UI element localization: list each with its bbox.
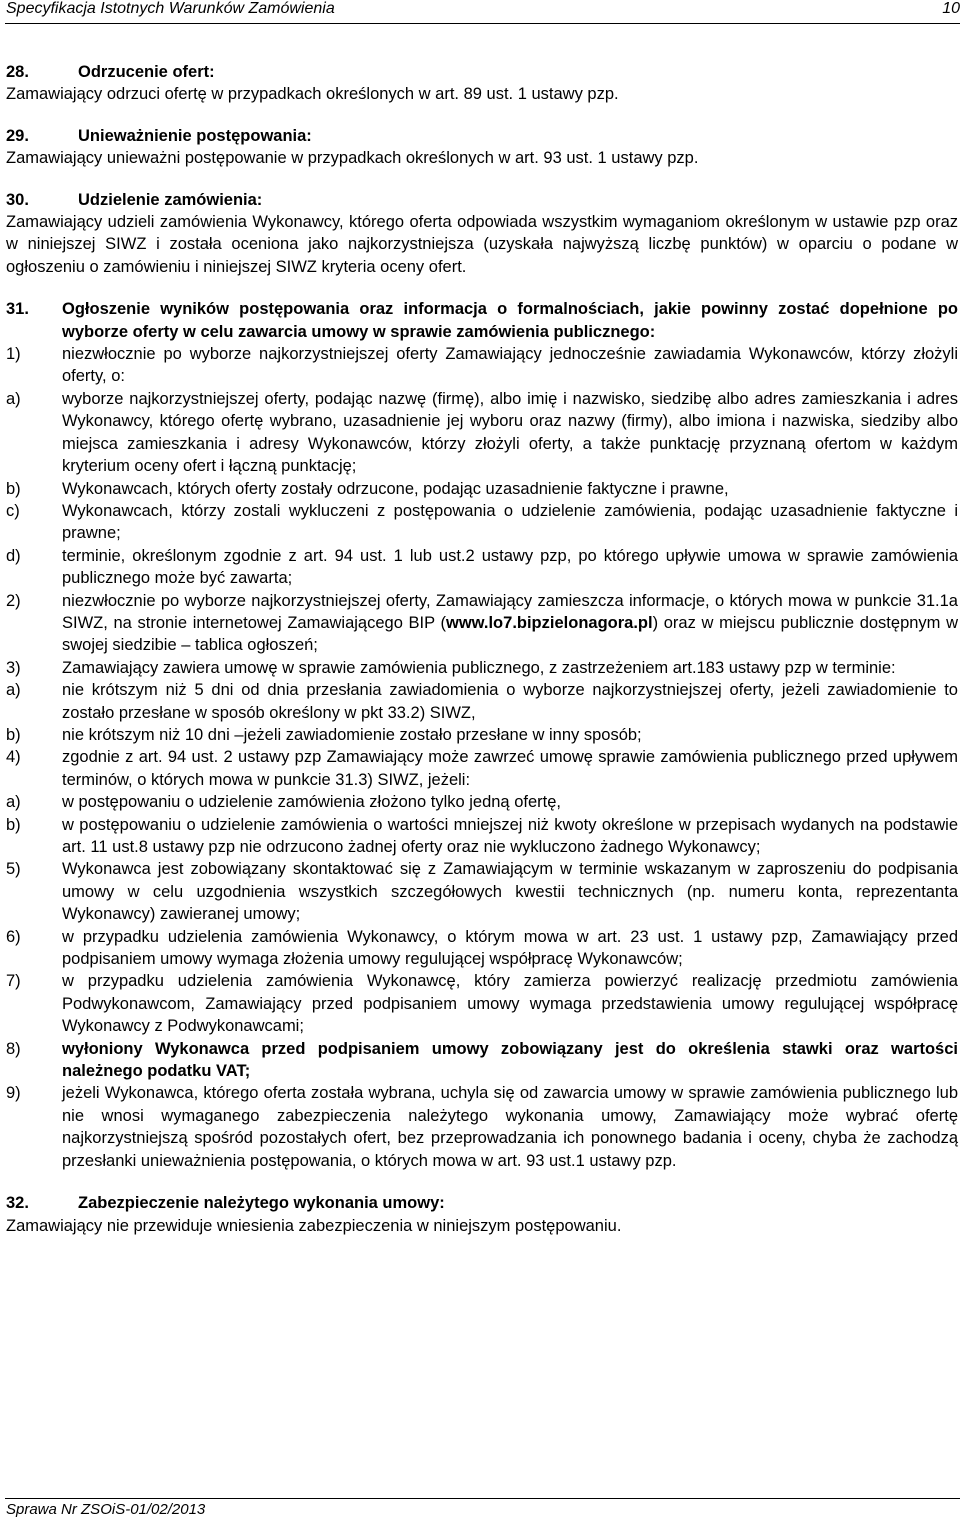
document-body (6, 61, 958, 1237)
list-item: b) nie krótszym niż 10 dni –jeżeli zawiadomienie zostało przesłane w inny sposób; (6, 725, 642, 744)
section-heading (6, 1192, 958, 1214)
footer-divider (5, 1498, 960, 1499)
list-item: c) Wykonawcach, którzy zostali wykluczeni z postępowania o udzielenie zamówienia, podając uzasadnienie faktyczne i prawne; (6, 501, 958, 543)
section-number: 32. (6, 1194, 29, 1213)
section-heading (6, 125, 958, 147)
bip-link[interactable]: www.lo7.bipzielonagora.pl (446, 613, 653, 632)
section-31 (6, 298, 958, 1172)
header-divider (5, 23, 960, 24)
list-item: a) wyborze najkorzystniejszej oferty, podając nazwę (firmę), albo imię i nazwisko, siedzibę albo adres zamieszkania i adres Wykonawcy, którego ofertę wybrano, uzasadnienie jej wyboru oraz nazwy (firmy), albo imiona i nazwiska, siedziby albo miejsca zamieszkania i adresy Wykonawców, którzy złożyli oferty, a także punktację przyznaną ofertom w każdym kryterium oceny ofert i łączną punktację; (6, 389, 958, 476)
section-title: Udzielenie zamówienia: (78, 190, 263, 209)
list-item: 1) niezwłocznie po wyborze najkorzystniejszej oferty Zamawiający jednocześnie zawiadamia Wykonawców, którzy złożyli oferty, o: (6, 345, 958, 386)
list-item: 3) Zamawiający zawiera umowę w sprawie zamówienia publicznego, z zastrzeżeniem art.183 ustawy pzp w terminie: (6, 658, 896, 677)
section-number: 31. (6, 300, 29, 319)
section-title: Ogłoszenie wyników postępowania oraz informacja o formalnościach, jakie powinny zostać dopełnione po wyborze oferty w celu zawarcia umowy w sprawie zamówienia publicznego: (62, 300, 958, 341)
list-item: b) Wykonawcach, których oferty zostały odrzucone, podając uzasadnienie faktyczne i prawne, (6, 479, 729, 498)
list-item: 4) zgodnie z art. 94 ust. 2 ustawy pzp Zamawiający może zawrzeć umowę sprawie zamówienia publicznego przed upływem terminów, o których mowa w punkcie 31.3) SIWZ, jeżeli: (6, 748, 958, 789)
section-28 (6, 61, 958, 106)
section-body: Zamawiający unieważni postępowanie w przypadkach określonych w art. 93 ust. 1 ustawy pzp. (6, 149, 699, 168)
list-item: 5) Wykonawca jest zobowiązany skontaktować się z Zamawiającym w terminie wskazanym w zaproszeniu do podpisania umowy w celu uzgodnienia wszystkich szczegółowych kwestii technicznych (np. numeru konta, reprezentanta Wykonawcy) zawieranej umowy; (6, 860, 958, 924)
section-number: 29. (6, 126, 29, 145)
section-body: Zamawiający odrzuci ofertę w przypadkach określonych w art. 89 ust. 1 ustawy pzp. (6, 85, 619, 104)
section-title: Odrzucenie ofert: (78, 63, 215, 81)
section-29 (6, 125, 958, 170)
section-30 (6, 189, 958, 279)
section-heading (6, 189, 958, 211)
page-header (0, 0, 960, 22)
section-number: 30. (6, 190, 29, 209)
case-number: Sprawa Nr ZSOiS-01/02/2013 (6, 1501, 206, 1518)
section-body: Zamawiający nie przewiduje wniesienia zabezpieczenia w niniejszym postępowaniu. (6, 1216, 622, 1235)
list-item: 7) w przypadku udzielenia zamówienia Wykonawcę, który zamierza powierzyć realizację przedmiotu zamówienia Podwykonawcom, Zamawiający przed podpisaniem umowy wymaga przedstawienia umowy regulującej współpracę Wykonawcy z Podwykonawcami; (6, 972, 958, 1036)
section-heading (6, 61, 958, 83)
list-item: 9) jeżeli Wykonawca, którego oferta została wybrana, uchyla się od zawarcia umowy w sprawie zamówienia publicznego lub nie wnosi wymaganego zabezpieczenia należytego wykonania umowy, Zamawiający może wybrać ofertę najkorzystniejszą spośród pozostałych ofert, bez przeprowadzania ich ponownego badania i oceny, chyba że zachodzą przesłanki unieważnienia postępowania, o których mowa w art. 93 ust.1 ustawy pzp. (6, 1084, 958, 1170)
document-title: Specyfikacja Istotnych Warunków Zamówienia (6, 0, 335, 17)
list-item: 2) niezwłocznie po wyborze najkorzystniejszej oferty, Zamawiający zamieszcza informacje, o których mowa w punkcie 31.1a SIWZ, na stronie internetowej Zamawiającego BIP (www.lo7.bipzielonagora.pl) oraz w miejscu publicznie dostępnym w swojej siedzibie – tablica ogłoszeń; (6, 591, 958, 655)
page-footer (0, 1498, 960, 1523)
list-item: a) w postępowaniu o udzielenie zamówienia złożono tylko jedną ofertę, (6, 793, 561, 812)
page-number: 10 (942, 0, 960, 17)
section-number: 28. (6, 63, 29, 81)
list-item: a) nie krótszym niż 5 dni od dnia przesłania zawiadomienia o wyborze najkorzystniejszej oferty, jeżeli zawiadomienie to zostało przesłane w sposób określony w pkt 33.2) SIWZ, (6, 681, 958, 722)
list-item: d) terminie, określonym zgodnie z art. 94 ust. 1 lub ust.2 ustawy pzp, po którego upływie umowa w sprawie zamówienia publicznego może być zawarta; (6, 546, 958, 588)
section-title: Zabezpieczenie należytego wykonania umowy: (78, 1194, 445, 1213)
section-body: Zamawiający udzieli zamówienia Wykonawcy, którego oferta odpowiada wszystkim wymaganiom określonym w ustawie pzp oraz w niniejszej SIWZ i została oceniona jako najkorzystniejsza (uzyskała najwyższą liczbę punktów) w oparciu o podane w ogłoszeniu o zamówieniu i niniejszej SIWZ kryteria oceny ofert. (6, 213, 958, 276)
list-item: 6) w przypadku udzielenia zamówienia Wykonawcy, o którym mowa w art. 23 ust. 1 ustawy pzp, Zamawiający przed podpisaniem umowy wymaga złożenia umowy regulującej współpracę Wykonawców; (6, 927, 958, 969)
list-item: b) w postępowaniu o udzielenie zamówienia o wartości mniejszej niż kwoty określone w przepisach wydanych na podstawie art. 11 ust.8 ustawy pzp nie odrzucono żadnej oferty oraz nie wykluczono żadnego Wykonawcy; (6, 815, 958, 856)
list-item: 8) wyłoniony Wykonawca przed podpisaniem umowy zobowiązany jest do określenia stawki oraz wartości należnego podatku VAT; (6, 1039, 958, 1081)
section-heading (6, 298, 958, 343)
section-32 (6, 1192, 958, 1237)
section-title: Unieważnienie postępowania: (78, 126, 312, 145)
